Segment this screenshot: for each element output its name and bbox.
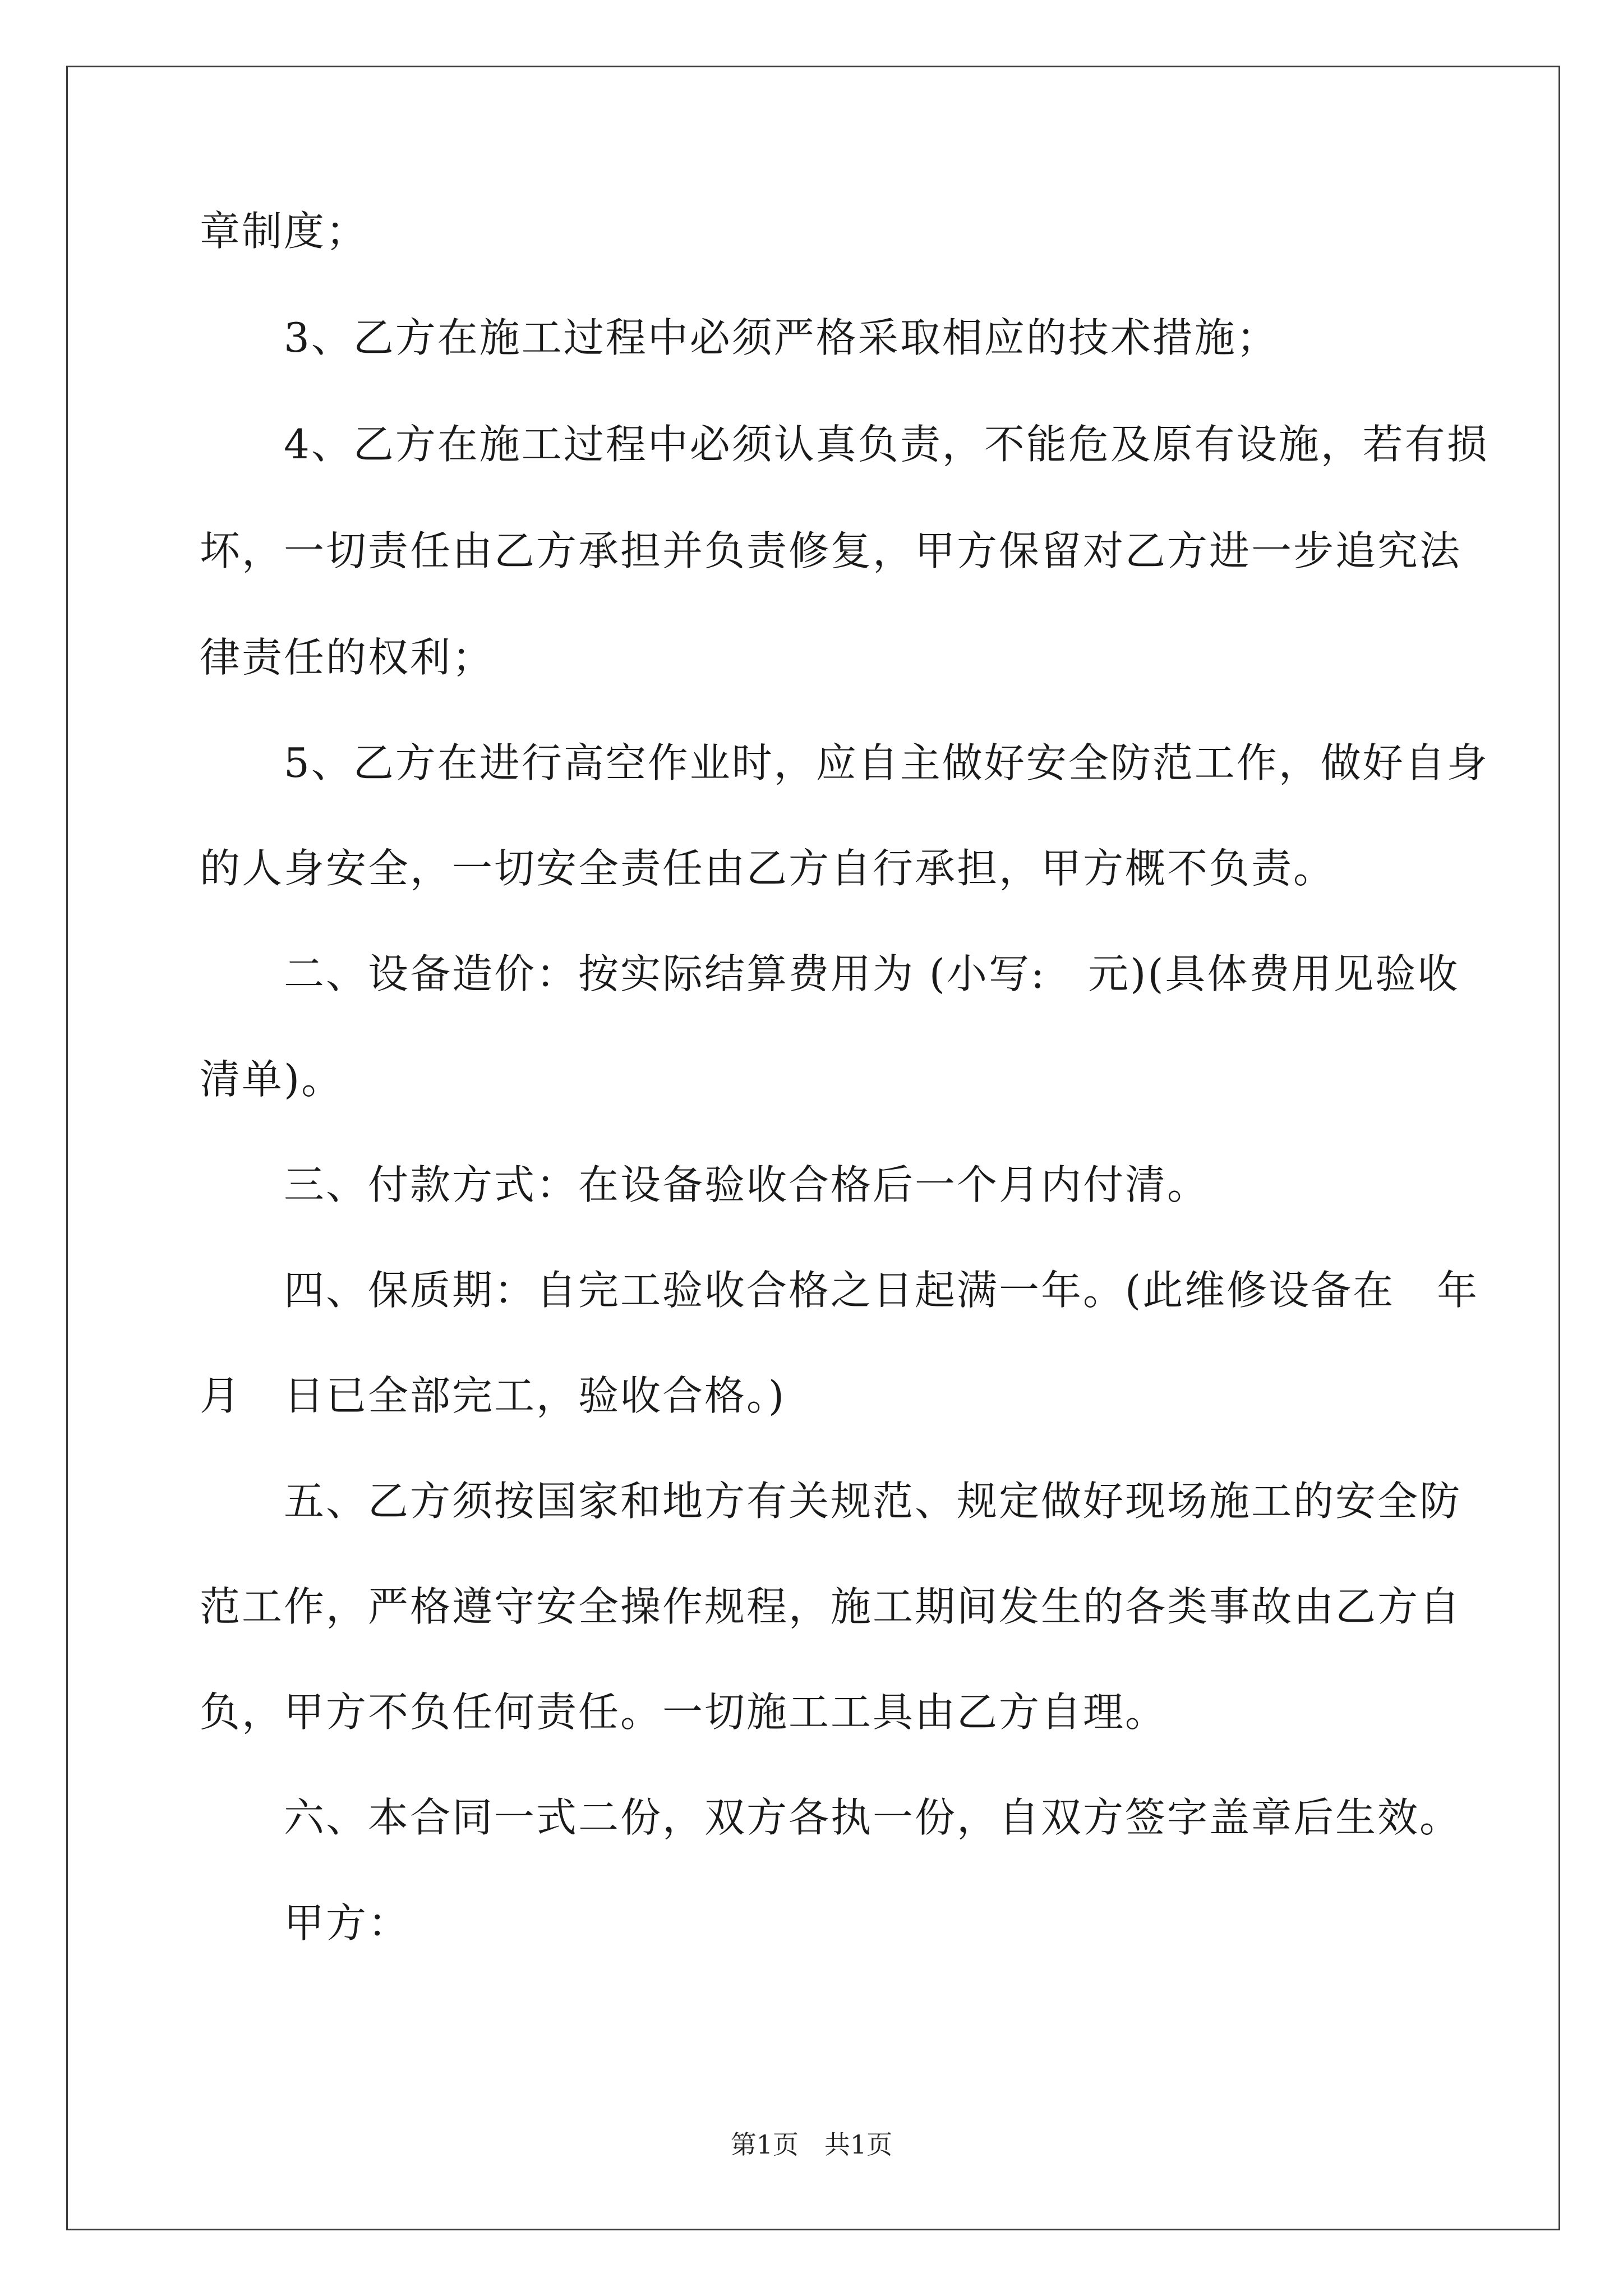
text-line: 清单)。 xyxy=(200,1056,344,1103)
text-line: 四、保质期：自完工验收合格之日起满一年。(此维修设备在 年 xyxy=(200,1267,1479,1314)
text-line: 甲方： xyxy=(200,1899,411,1947)
text-line: 负，甲方不负任何责任。一切施工工具由乙方自理。 xyxy=(200,1688,1168,1736)
text-line: 5、乙方在进行高空作业时，应自主做好安全防范工作，做好自身 xyxy=(200,739,1489,786)
document-body xyxy=(200,208,1489,1947)
text-line: 五、乙方须按国家和地方有关规范、规定做好现场施工的安全防 xyxy=(200,1478,1462,1525)
text-line: 的人身安全，一切安全责任由乙方自行承担，甲方概不负责。 xyxy=(200,845,1336,892)
text-line: 4、乙方在施工过程中必须认真负责，不能危及原有设施，若有损 xyxy=(200,421,1489,468)
text-line: 律责任的权利； xyxy=(200,634,495,681)
text-line: 坏，一切责任由乙方承担并负责修复，甲方保留对乙方进一步追究法 xyxy=(200,527,1462,574)
text-line: 二、设备造价：按实际结算费用为 (小写: 元)(具体费用见验收 xyxy=(200,950,1460,997)
text-line: 六、本合同一式二份，双方各执一份，自双方签字盖章后生效。 xyxy=(200,1794,1462,1841)
page-number-footer: 第1页 共1页 xyxy=(730,2129,893,2160)
text-line: 三、付款方式：在设备验收合格后一个月内付清。 xyxy=(200,1161,1210,1208)
text-line: 章制度； xyxy=(200,208,368,255)
text-line: 月 日已全部完工，验收合格。) xyxy=(200,1372,786,1419)
text-line: 3、乙方在施工过程中必须严格采取相应的技术措施； xyxy=(200,314,1279,361)
text-line: 范工作，严格遵守安全操作规程，施工期间发生的各类事故由乙方自 xyxy=(200,1583,1462,1630)
